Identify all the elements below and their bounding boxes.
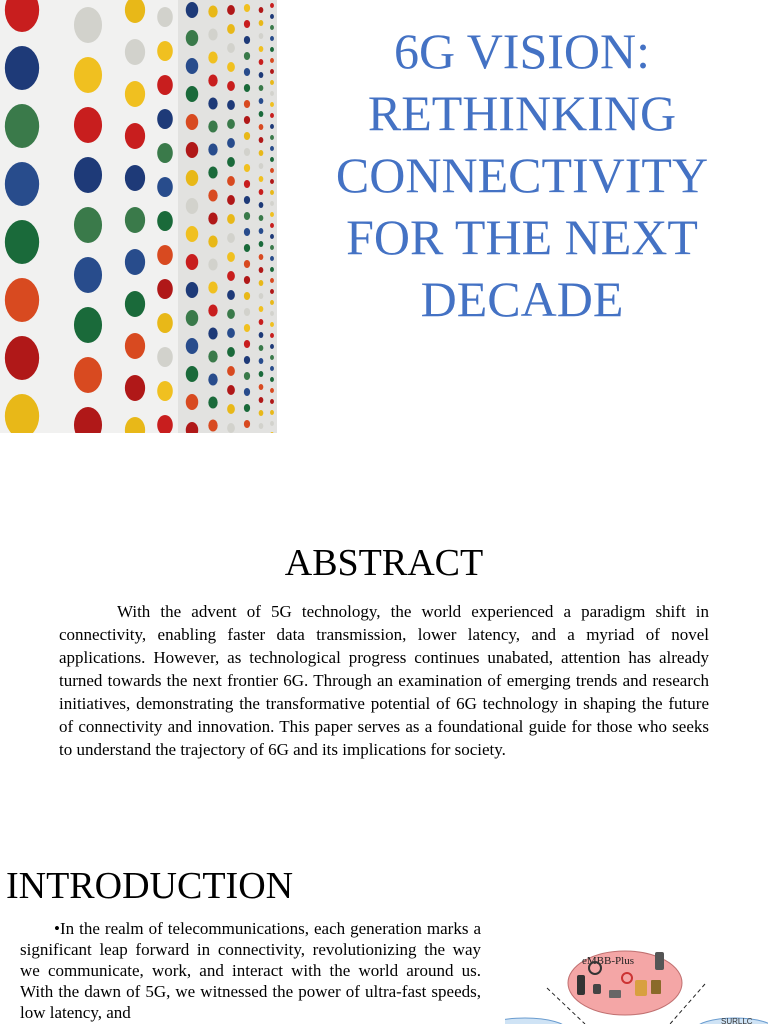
panel-hole [270, 179, 274, 184]
panel-hole [227, 100, 235, 110]
panel-hole [270, 278, 274, 283]
panel-hole [227, 176, 235, 186]
panel-hole [270, 102, 274, 107]
panel-hole [259, 293, 264, 299]
panel-hole [227, 271, 235, 281]
panel-hole [244, 4, 250, 12]
embb-plus-label: eMBB-Plus [582, 955, 634, 967]
panel-hole [125, 249, 145, 275]
6g-scenario-diagram [505, 940, 768, 1024]
panel-hole [186, 394, 198, 410]
panel-hole [208, 351, 217, 363]
panel-hole [5, 162, 39, 206]
panel-hole [259, 85, 264, 91]
panel-hole [227, 233, 235, 243]
panel-hole [270, 113, 274, 118]
panel-hole [157, 245, 173, 265]
title-line: RETHINKING [367, 85, 677, 141]
panel-hole [186, 338, 198, 354]
introduction-heading: INTRODUCTION [6, 865, 294, 907]
panel-hole [227, 119, 235, 129]
panel-hole [259, 124, 264, 130]
panel-hole [74, 7, 102, 43]
panel-hole [244, 404, 250, 412]
panel-hole [5, 336, 39, 380]
panel-hole [259, 332, 264, 338]
panel-hole [186, 114, 198, 130]
panel-hole [259, 215, 264, 221]
panel-hole [270, 58, 274, 63]
panel-hole [186, 2, 198, 18]
panel-hole [186, 170, 198, 186]
panel-hole [244, 20, 250, 28]
panel-hole [244, 212, 250, 220]
panel-hole [157, 109, 173, 129]
panel-hole [259, 72, 264, 78]
panel-hole [157, 7, 173, 27]
panel-hole [259, 163, 264, 169]
panel-hole [259, 345, 264, 351]
panel-hole [259, 423, 264, 429]
panel-hole [208, 29, 217, 41]
panel-hole [270, 234, 274, 239]
panel-hole [125, 375, 145, 401]
panel-hole [244, 36, 250, 44]
panel-hole [74, 207, 102, 243]
panel-hole [244, 292, 250, 300]
panel-hole [270, 157, 274, 162]
panel-hole [259, 202, 264, 208]
surllc-label: SURLLC [721, 1017, 753, 1024]
panel-hole [259, 189, 264, 195]
panel-hole [227, 62, 235, 72]
panel-hole [244, 388, 250, 396]
panel-hole [208, 167, 217, 179]
title-line: DECADE [420, 271, 624, 327]
panel-hole [125, 39, 145, 65]
panel-hole [270, 135, 274, 140]
document-title [300, 20, 744, 330]
panel-hole [259, 306, 264, 312]
panel-hole [270, 168, 274, 173]
panel-hole [244, 68, 250, 76]
panel-hole [74, 307, 102, 343]
panel-hole [244, 420, 250, 428]
panel-hole [186, 282, 198, 298]
panel-hole [259, 228, 264, 234]
panel-hole [125, 81, 145, 107]
panel-hole [270, 245, 274, 250]
panel-hole [270, 69, 274, 74]
panel-hole [227, 366, 235, 376]
panel-hole [227, 328, 235, 338]
panel-hole [270, 399, 274, 404]
panel-hole [259, 46, 264, 52]
panel-hole [259, 319, 264, 325]
panel-hole [157, 75, 173, 95]
panel-hole [244, 100, 250, 108]
panel-hole [208, 190, 217, 202]
panel-hole [270, 146, 274, 151]
panel-hole [259, 267, 264, 273]
panel-hole [208, 259, 217, 271]
panel-hole [244, 180, 250, 188]
title-line: CONNECTIVITY [335, 147, 709, 203]
panel-hole [227, 81, 235, 91]
panel-hole [270, 355, 274, 360]
panel-hole [270, 47, 274, 52]
panel-hole [259, 59, 264, 65]
panel-hole [227, 43, 235, 53]
panel-hole [227, 24, 235, 34]
panel-hole [244, 116, 250, 124]
panel-hole [227, 5, 235, 15]
panel-hole [244, 276, 250, 284]
panel-hole [5, 46, 39, 90]
panel-hole [5, 278, 39, 322]
panel-hole [208, 374, 217, 386]
panel-hole [74, 257, 102, 293]
panel-hole [270, 124, 274, 129]
camera-icon [609, 990, 621, 998]
panel-hole [208, 6, 217, 18]
panel-hole [270, 36, 274, 41]
panel-hole [270, 3, 274, 8]
panel-hole [208, 75, 217, 87]
panel-hole [5, 220, 39, 264]
panel-hole [244, 148, 250, 156]
panel-hole [259, 111, 264, 117]
panel-hole [227, 138, 235, 148]
panel-hole [259, 280, 264, 286]
panel-hole [270, 267, 274, 272]
panel-hole [244, 308, 250, 316]
panel-hole [186, 86, 198, 102]
panel-hole [270, 201, 274, 206]
panel-hole [270, 25, 274, 30]
panel-hole [227, 404, 235, 414]
panel-hole [208, 397, 217, 409]
panel-hole [270, 388, 274, 393]
panel-hole [186, 30, 198, 46]
panel-hole [270, 212, 274, 217]
title-line: FOR THE NEXT [346, 209, 698, 265]
panel-hole [227, 347, 235, 357]
panel-hole [259, 20, 264, 26]
panel-hole [259, 241, 264, 247]
panel-hole [244, 228, 250, 236]
panel-hole [227, 195, 235, 205]
panel-hole [270, 366, 274, 371]
panel-hole [259, 137, 264, 143]
introduction-text: •In the realm of telecommunications, each generation marks a significant leap forward in connectivity, revolutionizing the way we communicate, work, and interact with the world around us. With the dawn of 5G, we witnessed the power of ultra-fast speeds, low latency, and [20, 919, 481, 1022]
phone-icon [655, 952, 664, 970]
panel-hole [157, 313, 173, 333]
watch-icon [593, 984, 601, 994]
panel-hole [259, 254, 264, 260]
introduction-body [20, 918, 481, 1023]
panel-hole [244, 324, 250, 332]
panel-hole [270, 421, 274, 426]
panel-hole [270, 333, 274, 338]
panel-hole [244, 244, 250, 252]
left-scenario-ellipse [505, 1018, 567, 1024]
abstract-heading: ABSTRACT [284, 542, 484, 584]
laptop-icon [651, 980, 661, 994]
panel-hole [259, 384, 264, 390]
panel-hole [208, 144, 217, 156]
panel-hole [244, 260, 250, 268]
panel-hole [208, 305, 217, 317]
device-icon [577, 975, 585, 995]
panel-hole [186, 310, 198, 326]
panel-hole [259, 176, 264, 182]
panel-hole [157, 143, 173, 163]
panel-hole [259, 33, 264, 39]
panel-hole [227, 290, 235, 300]
panel-hole [208, 282, 217, 294]
panel-hole [157, 41, 173, 61]
panel-hole [227, 157, 235, 167]
panel-hole [5, 104, 39, 148]
panel-hole [125, 333, 145, 359]
panel-hole [125, 165, 145, 191]
panel-hole [74, 157, 102, 193]
panel-hole [244, 164, 250, 172]
panel-hole [259, 150, 264, 156]
cover-image [0, 0, 277, 433]
panel-hole [259, 371, 264, 377]
panel-hole [270, 91, 274, 96]
panel-hole [259, 410, 264, 416]
panel-hole [270, 410, 274, 415]
panel-hole [270, 377, 274, 382]
panel-hole [157, 279, 173, 299]
panel-hole [125, 207, 145, 233]
panel-hole [270, 14, 274, 19]
panel-hole [157, 177, 173, 197]
panel-hole [259, 397, 264, 403]
panel-hole [270, 344, 274, 349]
abstract-body: With the advent of 5G technology, the world experienced a paradigm shift in connectivity, enabling faster data transmission, lower latency, and a myriad of novel applications. However, as technological progress continues unabated, attention has already turned towards the next frontier 6G. Through an examination of emerging trends and research initiatives, demonstrating the transformative potential of 6G technology in shaping the future of connectivity and innovation. This paper serves as a foundational guide for those who seeks to understand the trajectory of 6G and its implications for society. [59, 602, 709, 759]
panel-hole [208, 98, 217, 110]
panel-hole [208, 420, 217, 432]
panel-hole [74, 357, 102, 393]
panel-hole [270, 322, 274, 327]
panel-hole [244, 132, 250, 140]
panel-hole [244, 340, 250, 348]
panel-hole [157, 211, 173, 231]
panel-hole [186, 226, 198, 242]
panel-hole [208, 52, 217, 64]
panel-hole [244, 84, 250, 92]
panel-hole [186, 58, 198, 74]
panel-hole [270, 300, 274, 305]
panel-hole [157, 381, 173, 401]
panel-hole [259, 7, 264, 13]
panel-hole [208, 328, 217, 340]
panel-hole [270, 80, 274, 85]
panel-hole [227, 385, 235, 395]
panel-hole [270, 190, 274, 195]
panel-hole [227, 423, 235, 433]
panel-hole [244, 372, 250, 380]
panel-hole [125, 123, 145, 149]
panel-hole [74, 107, 102, 143]
panel-hole [244, 356, 250, 364]
panel-hole [270, 223, 274, 228]
panel-hole [259, 98, 264, 104]
panel-hole [227, 214, 235, 224]
panel-hole [186, 142, 198, 158]
panel-hole [186, 366, 198, 382]
panel-hole [186, 254, 198, 270]
panel-hole [270, 256, 274, 261]
panel-hole [227, 309, 235, 319]
panel-hole [244, 196, 250, 204]
panel-hole [270, 311, 274, 316]
panel-hole [125, 291, 145, 317]
panel-hole [157, 347, 173, 367]
panel-hole [74, 57, 102, 93]
panel-hole [208, 213, 217, 225]
tablet-icon [635, 980, 647, 996]
panel-hole [244, 52, 250, 60]
panel-hole [227, 252, 235, 262]
panel-hole [270, 289, 274, 294]
panel-hole [208, 236, 217, 248]
title-line: 6G VISION: [393, 23, 651, 79]
panel-hole [186, 198, 198, 214]
panel-hole [259, 358, 264, 364]
panel-hole [208, 121, 217, 133]
